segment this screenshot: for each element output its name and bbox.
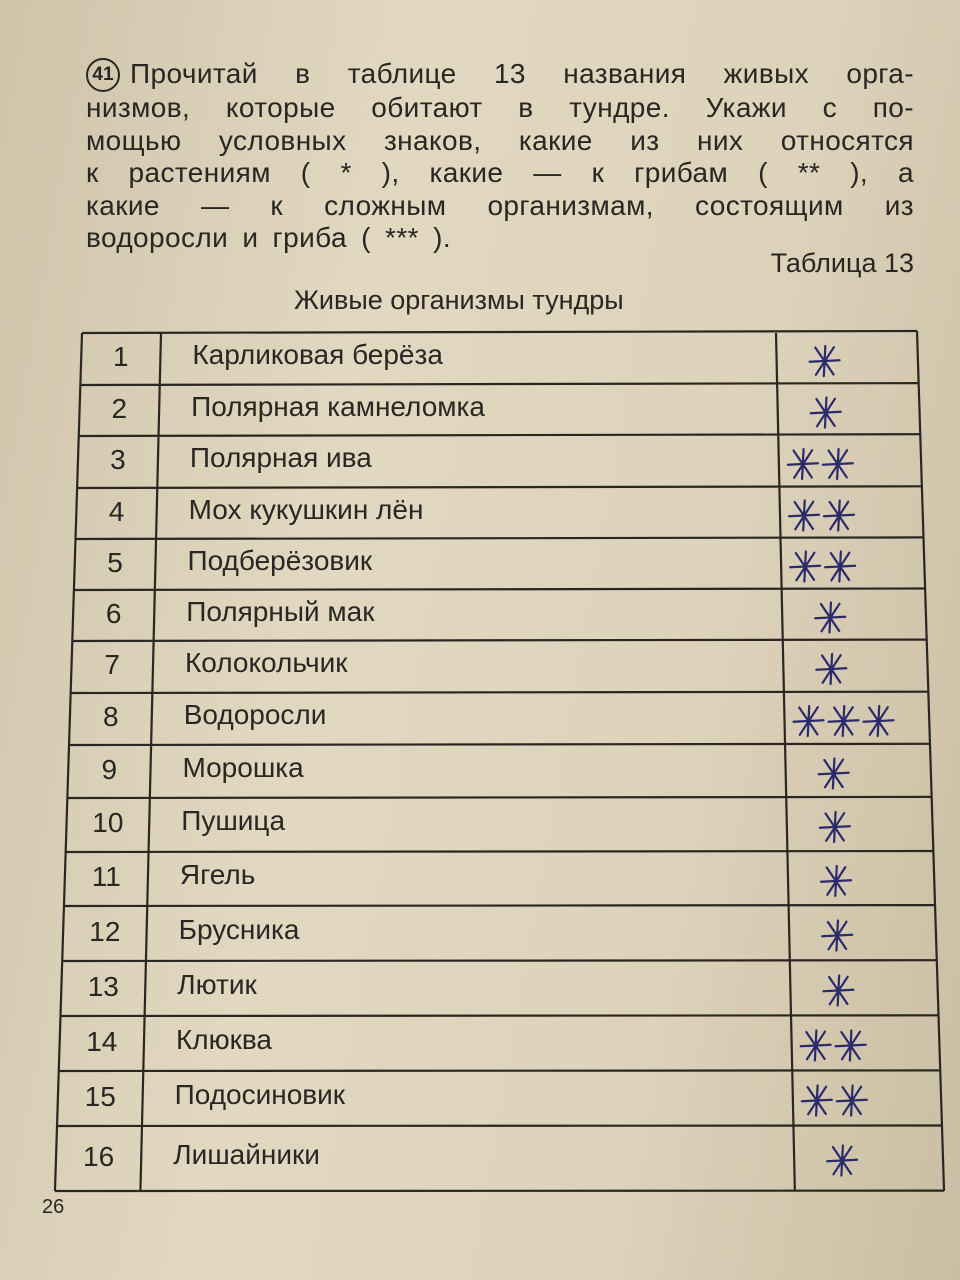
row-organism-name: Карликовая берёза [192,339,443,370]
task-line-text: к растениям ( * ), какие — к грибам ( ** ), а [86,157,914,188]
handwritten-star-mark [811,398,841,428]
handwritten-star-mark [823,449,853,479]
table-row-border [66,851,934,852]
handwritten-star-mark [863,706,893,736]
handwritten-star-mark [819,759,849,789]
task-line-1 [86,58,914,92]
task-line-text: водоросли и гриба ( *** ). [86,222,451,253]
table-row-border [64,905,935,906]
row-number: 8 [102,701,119,732]
table-row-border [72,640,926,641]
table-row-border [77,486,922,488]
row-number: 14 [86,1025,118,1057]
task-line-2 [86,92,914,125]
task-line-text: низмов, которые обитают в тундре. Укажи с по- [86,92,914,123]
row-organism-name: Полярная камнеломка [191,390,485,422]
row-number: 13 [87,970,119,1002]
row-number: 3 [110,444,126,475]
handwritten-star-mark [820,812,850,842]
table-title: Живые организмы тундры [294,285,624,315]
handwritten-star-mark [823,976,853,1006]
task-text [86,58,914,255]
task-number-circle [86,58,130,92]
handwritten-star-mark [788,449,818,479]
handwritten-star-mark [793,706,823,736]
table-mark-column-border [776,333,795,1191]
table-row-border [79,434,920,436]
row-organism-name: Ягель [179,859,256,890]
handwritten-star-mark [827,1146,857,1176]
row-organism-name: Подосиновик [174,1078,346,1110]
row-organism-name: Пушица [181,805,286,836]
row-organism-name: Морошка [182,751,304,783]
row-organism-name: Подберёзовик [187,544,373,576]
row-number: 9 [101,753,118,785]
row-organism-name: Полярный мак [186,595,375,627]
task-line-4 [86,157,914,190]
row-organism-name: Лютик [177,968,257,1000]
task-line-3 [86,125,914,158]
table-row-border [82,331,917,333]
row-number: 2 [111,392,128,424]
row-organism-name: Полярная ива [189,442,372,473]
row-organism-name: Брусника [178,913,300,945]
row-organism-name: Лишайники [173,1138,320,1170]
task-line-text: какие — к сложным организмам, состоящим из [86,189,914,221]
handwritten-star-mark [836,1031,866,1061]
handwritten-star-mark [810,346,840,376]
row-number: 16 [83,1140,115,1172]
row-number: 4 [108,495,125,527]
task-number: 41 [86,58,120,92]
row-number: 1 [112,341,129,372]
table-row-border [80,383,918,385]
row-number: 6 [105,597,122,629]
handwritten-star-mark [789,501,819,531]
row-number: 15 [84,1080,116,1112]
table-row-border [57,1126,942,1127]
handwritten-star-mark [801,1031,831,1061]
table-row-border [76,537,924,539]
handwritten-star-mark [837,1086,867,1116]
row-number: 11 [91,861,121,892]
row-number: 12 [89,915,121,947]
handwritten-star-mark [824,501,854,531]
handwritten-star-mark [816,654,846,684]
row-organism-name: Колокольчик [184,647,348,678]
handwritten-star-mark [802,1086,832,1116]
table-caption: Таблица 13 [770,248,914,278]
row-organism-name: Водоросли [183,699,327,730]
row-number: 5 [107,546,123,578]
handwritten-star-mark [815,603,845,633]
row-number: 10 [92,807,124,838]
task-line-text: Прочитай в таблице 13 названия живых орга- [130,58,914,89]
handwritten-star-mark [821,866,851,896]
table-row-border [67,797,931,798]
handwritten-star-mark [825,552,855,582]
table-row-border [71,692,929,693]
table-row-border [60,1015,938,1016]
task-line-5 [86,190,914,223]
row-number: 7 [104,649,120,680]
table-left-border [55,333,82,1191]
task-line-text: мощью условных знаков, какие из них относятся [86,124,914,156]
table-row-border [62,960,937,961]
table-row-border [69,744,930,745]
table-right-border [917,331,944,1191]
handwritten-star-mark [822,921,852,951]
handwritten-star-mark [790,552,820,582]
table-row-border [74,589,925,591]
page-number: 26 [42,1196,65,1218]
row-organism-name: Клюква [175,1023,272,1055]
handwritten-star-mark [828,706,858,736]
row-organism-name: Мох кукушкин лён [188,493,424,525]
table-row-border [59,1070,940,1071]
